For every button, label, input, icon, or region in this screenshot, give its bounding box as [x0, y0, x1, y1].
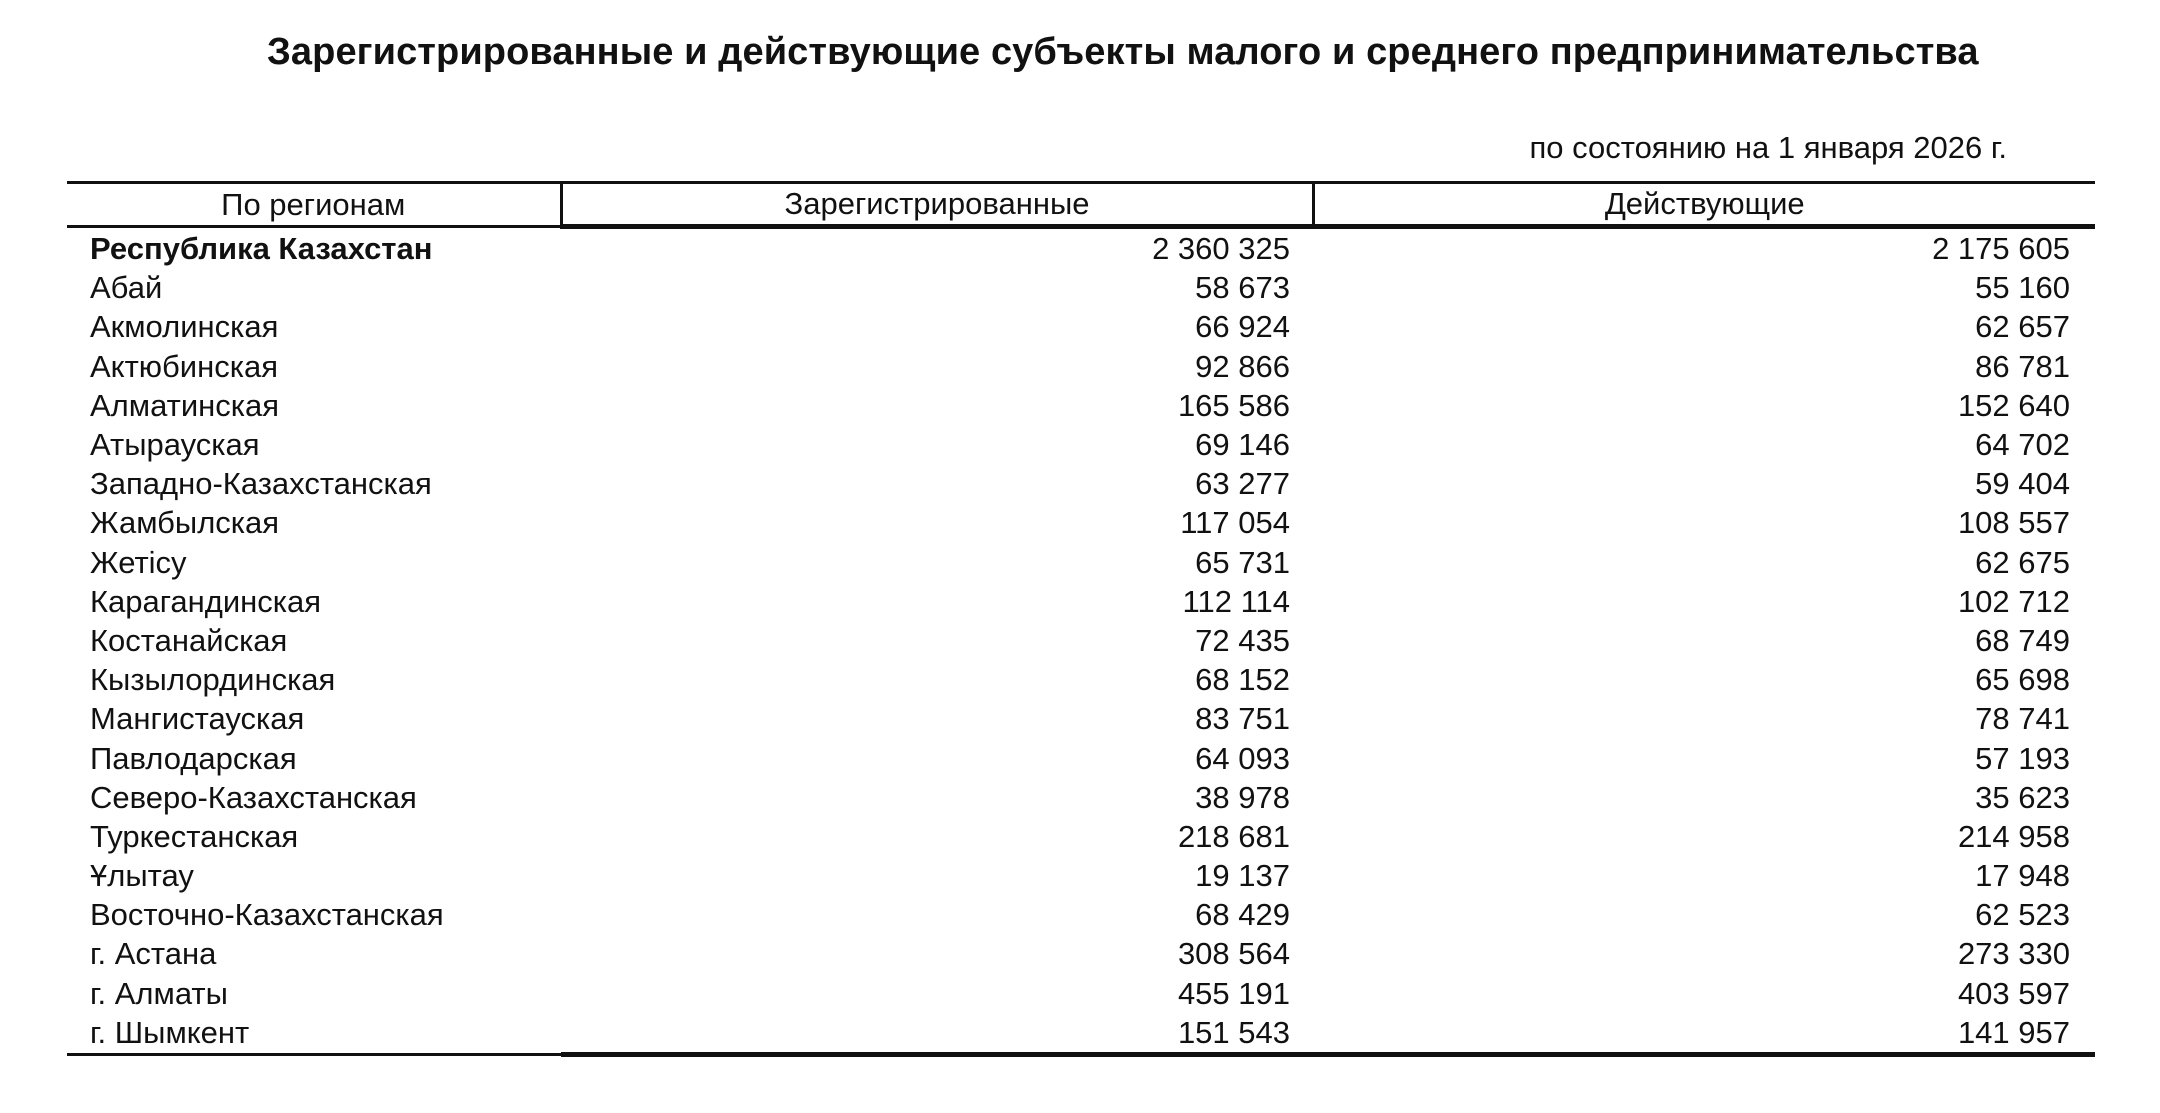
registered-count: 19 137: [1195, 858, 1290, 894]
registered-count: 92 866: [1195, 348, 1290, 384]
column-header-active: Действующие: [1313, 183, 2095, 227]
header-row: [67, 183, 2095, 227]
registered-count: 308 564: [1177, 936, 1290, 972]
table-row: [67, 347, 2095, 386]
table-row: [67, 582, 2095, 621]
active-count: 214 958: [1957, 818, 2070, 854]
active-count: 152 640: [1957, 387, 2070, 423]
sme-table-container: [67, 181, 2095, 1057]
table-row: [67, 307, 2095, 346]
active-count: 55 160: [1975, 270, 2070, 306]
table-row: [67, 386, 2095, 425]
table-row: [67, 464, 2095, 503]
registered-count: 66 924: [1195, 309, 1290, 345]
table-row: [67, 895, 2095, 934]
table-row: [67, 934, 2095, 973]
active-count: 65 698: [1975, 662, 2070, 698]
table-row: [67, 817, 2095, 856]
active-count: 2 175 605: [1932, 231, 2070, 267]
registered-count: 69 146: [1195, 427, 1290, 463]
registered-count: 151 543: [561, 1013, 1313, 1055]
table-row: [67, 425, 2095, 464]
table-row: [67, 856, 2095, 895]
region-name: Кызылординская: [90, 662, 336, 698]
region-name: Жамбылская: [90, 505, 280, 541]
column-header-region: По регионам: [67, 183, 561, 227]
registered-count: 455 191: [1177, 975, 1290, 1011]
registered-count: 68 429: [1195, 897, 1290, 933]
region-name: Актюбинская: [90, 348, 278, 384]
table-row: [67, 778, 2095, 817]
registered-count: 2 360 325: [1152, 231, 1290, 267]
region-name: Западно-Казахстанская: [90, 466, 432, 502]
region-name: Акмолинская: [90, 309, 279, 345]
region-name: Ұлытау: [90, 858, 194, 894]
active-count: 78 741: [1975, 701, 2070, 737]
active-count: 102 712: [1957, 583, 2070, 619]
active-count: 35 623: [1975, 779, 2070, 815]
table-row: [67, 503, 2095, 542]
table-row: [67, 621, 2095, 660]
region-name: Жетісу: [90, 544, 187, 580]
table-row: [67, 738, 2095, 777]
table-row: [67, 974, 2095, 1013]
region-name: Республика Казахстан: [90, 230, 433, 266]
region-name: г. Алматы: [90, 975, 228, 1011]
active-count: 141 957: [1313, 1013, 2095, 1055]
registered-count: 68 152: [1195, 662, 1290, 698]
table-row: [67, 1013, 2095, 1055]
region-name: Северо-Казахстанская: [90, 779, 417, 815]
active-count: 17 948: [1975, 858, 2070, 894]
region-name: Костанайская: [90, 622, 288, 658]
table-row: [67, 543, 2095, 582]
table-row: [67, 660, 2095, 699]
region-name: Туркестанская: [90, 818, 299, 854]
column-header-registered: Зарегистрированные: [561, 183, 1313, 227]
table-row: [67, 268, 2095, 307]
document-title: Зарегистрированные и действующие субъекты малого и среднего предпринимательства: [267, 31, 1979, 73]
registered-count: 58 673: [1195, 270, 1290, 306]
active-count: 403 597: [1957, 975, 2070, 1011]
registered-count: 63 277: [1195, 466, 1290, 502]
registered-count: 165 586: [1177, 387, 1290, 423]
sme-by-region-table: [67, 181, 2095, 1057]
table-header: [67, 183, 2095, 227]
active-count: 62 657: [1975, 309, 2070, 345]
region-name: Восточно-Казахстанская: [90, 897, 444, 933]
active-count: 64 702: [1975, 427, 2070, 463]
region-name: Абай: [90, 270, 163, 306]
region-name: Павлодарская: [90, 740, 297, 776]
active-count: 108 557: [1957, 505, 2070, 541]
region-name: г. Астана: [90, 936, 217, 972]
active-count: 273 330: [1957, 936, 2070, 972]
registered-count: 112 114: [1182, 583, 1290, 619]
region-name: Алматинская: [90, 387, 280, 423]
region-name: Атырауская: [90, 427, 260, 463]
registered-count: 64 093: [1195, 740, 1290, 776]
registered-count: 72 435: [1195, 622, 1290, 658]
active-count: 57 193: [1975, 740, 2070, 776]
table-row: [67, 699, 2095, 738]
active-count: 68 749: [1975, 622, 2070, 658]
active-count: 59 404: [1975, 466, 2070, 502]
table-body: [67, 227, 2095, 1055]
registered-count: 65 731: [1195, 544, 1290, 580]
region-name: г. Шымкент: [67, 1013, 561, 1055]
date-note: по состоянию на 1 января 2026 г.: [1529, 130, 2007, 165]
registered-count: 117 054: [1180, 505, 1290, 541]
registered-count: 83 751: [1195, 701, 1290, 737]
active-count: 62 675: [1975, 544, 2070, 580]
region-name: Карагандинская: [90, 583, 322, 619]
registered-count: 218 681: [1177, 818, 1290, 854]
region-name: Мангистауская: [90, 701, 305, 737]
table-row-total: [67, 227, 2095, 269]
active-count: 62 523: [1975, 897, 2070, 933]
active-count: 86 781: [1975, 348, 2070, 384]
registered-count: 38 978: [1195, 779, 1290, 815]
